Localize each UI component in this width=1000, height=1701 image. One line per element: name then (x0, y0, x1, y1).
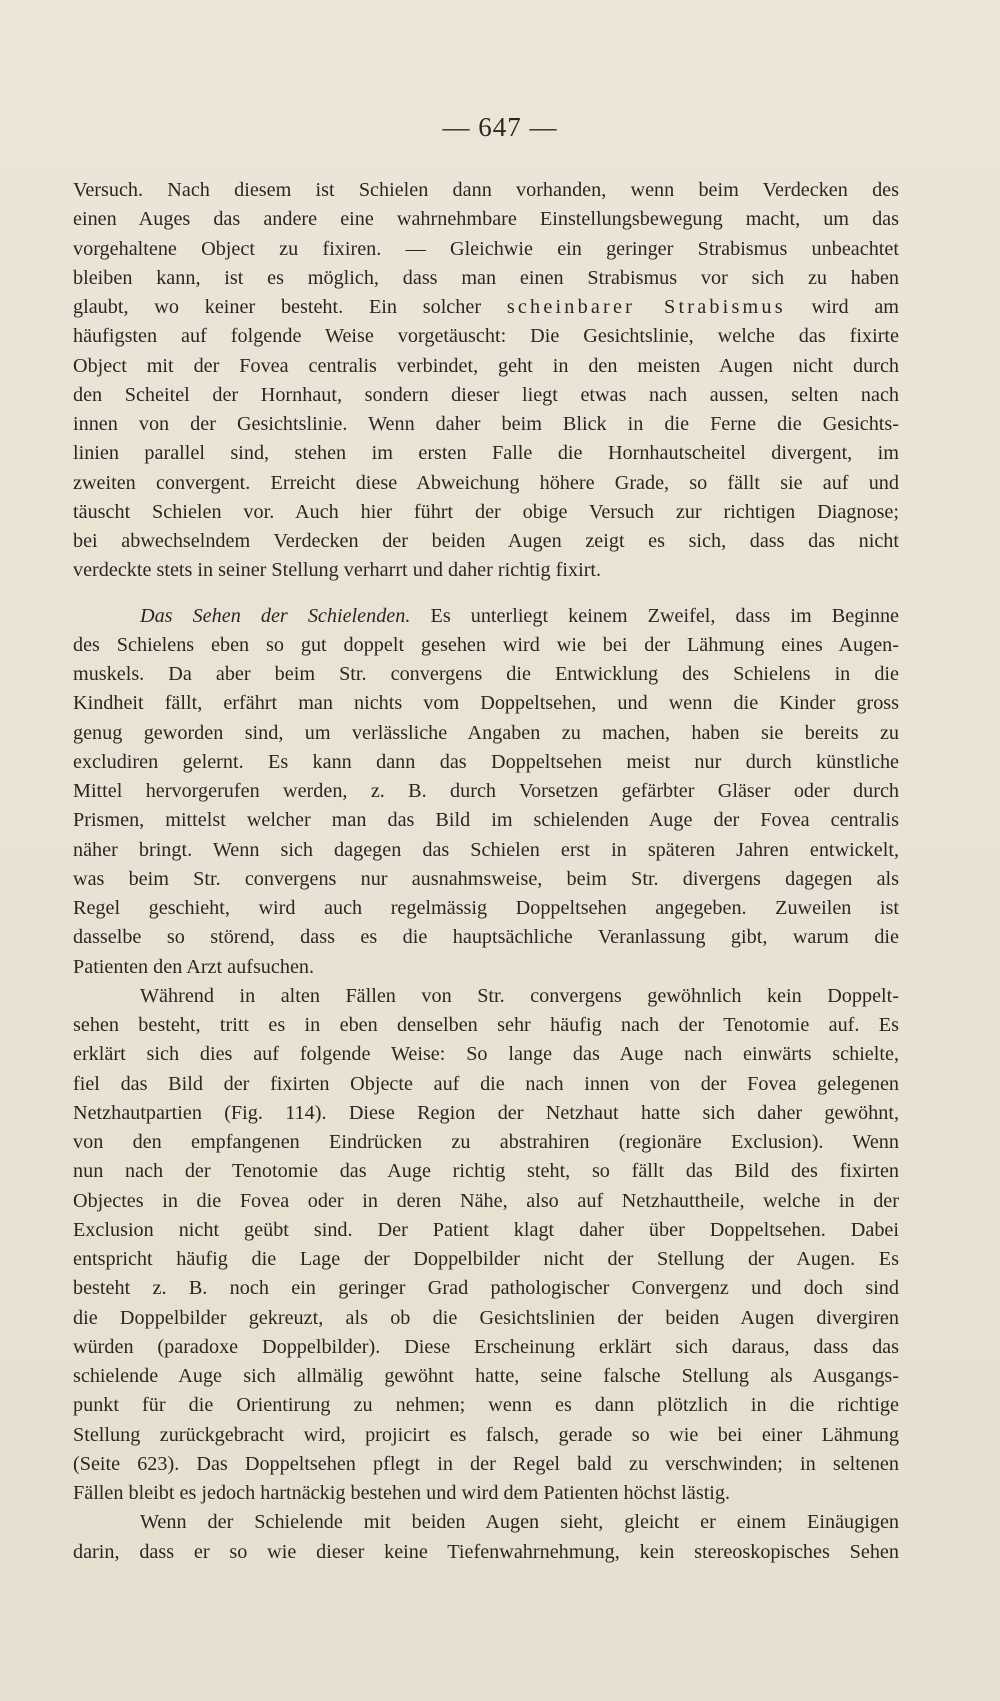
text-line: Patienten den Arzt aufsuchen. (73, 955, 315, 978)
text-line: Netzhautpartien (Fig. 114). Diese Region der Netzhaut hatte sich daher gewöhnt, (73, 1101, 899, 1124)
text-line: Regel geschieht, wird auch regelmässig Doppeltsehen angegeben. Zuweilen ist (73, 897, 899, 919)
text-line: was beim Str. convergens nur ausnahmsweise, beim Str. divergens dagegen als (73, 867, 899, 890)
text-line: zweiten convergent. Erreicht diese Abweichung höhere Grade, so fällt sie auf und (73, 471, 899, 494)
text-line: Mittel hervorgerufen werden, z. B. durch Vorsetzen gefärbter Gläser oder durch (73, 780, 899, 802)
text-line: (Seite 623). Das Doppeltsehen pflegt in der Regel bald zu verschwinden; in seltenen (73, 1452, 899, 1475)
text-line: würden (paradoxe Doppelbilder). Diese Erscheinung erklärt sich daraus, dass das (73, 1335, 899, 1358)
paragraph-gap (73, 586, 899, 602)
text-line: Stellung zurückgebracht wird, projicirt es falsch, gerade so wie bei einer Lähmung (73, 1423, 899, 1446)
text-line: bleiben kann, ist es möglich, dass man einen Strabismus vor sich zu haben (73, 266, 899, 289)
text-line: Kindheit fällt, erfährt man nichts vom Doppeltsehen, und wenn die Kinder gross (73, 692, 899, 715)
text-line: von den empfangenen Eindrücken zu abstrahiren (regionäre Exclusion). Wenn (73, 1131, 899, 1153)
text-span: wird am (785, 296, 899, 318)
text-line: des Schielens eben so gut doppelt gesehen wird wie bei der Lähmung eines Augen- (73, 633, 899, 656)
section-heading: Das Sehen der Schielenden. (140, 604, 411, 627)
text-line (73, 602, 899, 631)
text-line: Fällen bleibt es jedoch hartnäckig bestehen und wird dem Patienten höchst lästig. (73, 1482, 731, 1504)
body-text (73, 176, 899, 1567)
text-line: häufigsten auf folgende Weise vorgetäuscht: Die Gesichtslinie, welche das fixirte (73, 325, 899, 348)
text-line: Prismen, mittelst welcher man das Bild im schielenden Auge der Fovea centralis (73, 809, 899, 832)
text-line: die Doppelbilder gekreuzt, als ob die Gesichtslinien der beiden Augen divergiren (73, 1306, 899, 1329)
text-line: muskels. Da aber beim Str. convergens die Entwicklung des Schielens in die (73, 663, 899, 685)
text-line: Während in alten Fällen von Str. convergens gewöhnlich kein Doppelt- (140, 984, 899, 1007)
text-line: sehen besteht, tritt es in eben denselben sehr häufig nach der Tenotomie auf. Es (73, 1014, 899, 1036)
text-line: täuscht Schielen vor. Auch hier führt der obige Versuch zur richtigen Diagnose; (73, 500, 899, 523)
text-line: einen Auges das andere eine wahrnehmbare Einstellungsbewegung macht, um das (73, 208, 899, 231)
text-line: entspricht häufig die Lage der Doppelbilder nicht der Stellung der Augen. Es (73, 1248, 899, 1270)
text-line (73, 293, 899, 322)
text-line: Objectes in die Fovea oder in deren Nähe, also auf Netzhauttheile, welche in der (73, 1189, 899, 1212)
text-line: vorgehaltene Object zu fixiren. — Gleichwie ein geringer Strabismus unbeachtet (73, 237, 899, 260)
text-line: erklärt sich dies auf folgende Weise: So lange das Auge nach einwärts schielte, (73, 1043, 899, 1066)
text-span: Es unterliegt keinem Zweifel, dass im Beginne (410, 604, 899, 627)
text-line: näher bringt. Wenn sich dagegen das Schielen erst in späteren Jahren entwickelt, (73, 838, 899, 861)
text-line: genug geworden sind, um verlässliche Angaben zu machen, haben sie bereits zu (73, 721, 899, 744)
text-line: bei abwechselndem Verdecken der beiden Augen zeigt es sich, dass das nicht (73, 530, 899, 552)
text-line: Wenn der Schielende mit beiden Augen sieht, gleicht er einem Einäugigen (140, 1511, 899, 1534)
text-line: Exclusion nicht geübt sind. Der Patient klagt daher über Doppeltsehen. Dabei (73, 1218, 899, 1241)
text-line: punkt für die Orientirung zu nehmen; wenn es dann plötzlich in die richtige (73, 1394, 899, 1417)
text-line: besteht z. B. noch ein geringer Grad pathologischer Convergenz und doch sind (73, 1277, 899, 1300)
text-line: schielende Auge sich allmälig gewöhnt hatte, seine falsche Stellung als Ausgangs- (73, 1365, 899, 1387)
spaced-term: scheinbarer Strabismus (506, 296, 786, 318)
paragraph-4 (73, 1508, 899, 1567)
text-line: innen von der Gesichtslinie. Wenn daher beim Blick in die Ferne die Gesichts- (73, 413, 899, 435)
paragraph-1 (73, 176, 899, 586)
text-span: glaubt, wo keiner besteht. Ein solcher (73, 296, 507, 318)
paragraph-2 (73, 602, 899, 982)
paragraph-3 (73, 982, 899, 1509)
text-line: verdeckte stets in seiner Stellung verharrt und daher richtig fixirt. (73, 559, 602, 582)
text-line: Object mit der Fovea centralis verbindet, geht in den meisten Augen nicht durch (73, 354, 899, 377)
text-line: dasselbe so störend, dass es die hauptsächliche Veranlassung gibt, warum die (73, 926, 899, 949)
text-line: darin, dass er so wie dieser keine Tiefenwahrnehmung, kein stereoskopisches Sehen (73, 1540, 899, 1563)
page-number: — 647 — (442, 112, 558, 142)
text-line: den Scheitel der Hornhaut, sondern dieser liegt etwas nach aussen, selten nach (73, 383, 899, 406)
text-line: linien parallel sind, stehen im ersten Falle die Hornhautscheitel divergent, im (73, 442, 899, 465)
text-line: excludiren gelernt. Es kann dann das Doppeltsehen meist nur durch künstliche (73, 750, 899, 773)
text-line: Versuch. Nach diesem ist Schielen dann vorhanden, wenn beim Verdecken des (73, 179, 899, 201)
text-line: nun nach der Tenotomie das Auge richtig steht, so fällt das Bild des fixirten (73, 1160, 899, 1183)
text-line: fiel das Bild der fixirten Objecte auf die nach innen von der Fovea gelegenen (73, 1072, 899, 1095)
